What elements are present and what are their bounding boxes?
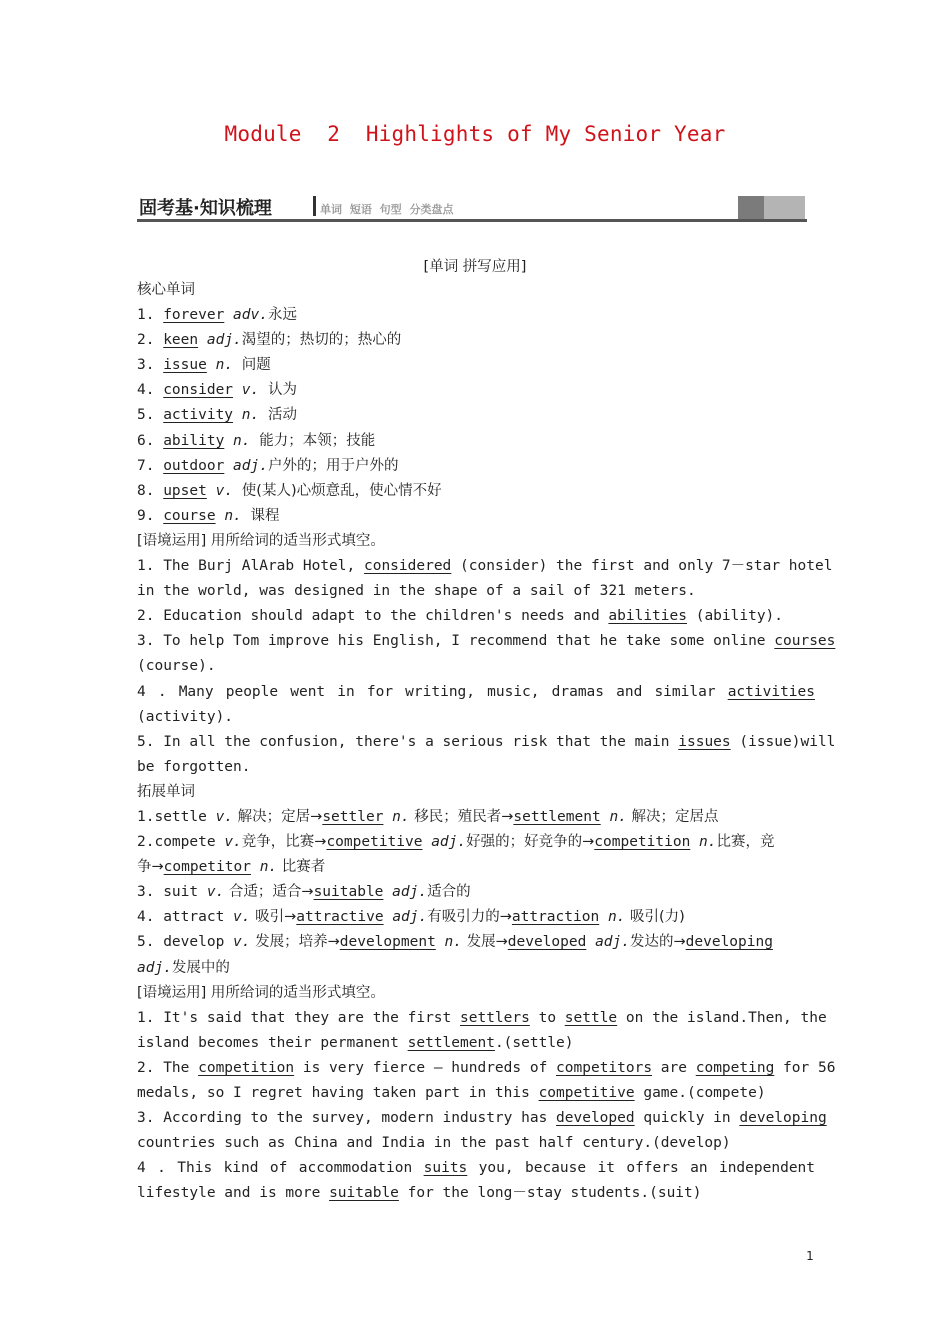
exercise-line: 3. To help Tom improve his English, I recommend that he take some online courses xyxy=(137,633,836,650)
banner-title: 固考基·知识梳理 xyxy=(139,198,272,219)
practice-label: [语境运用] 用所给词的适当形式填空。 xyxy=(137,532,385,549)
word-family-line: 5. develop v. 发展；培养→development n. 发展→developed adj.发达的→developing xyxy=(137,934,773,951)
vocab-item: 9. course n. 课程 xyxy=(137,507,280,524)
exercise-line: 2. The competition is very fierce — hundreds of competitors are competing for 56 xyxy=(137,1059,836,1076)
exercise-line: 4 . This kind of accommodation suits you, because it offers an independent xyxy=(137,1160,816,1177)
exercise-line: 1. It's said that they are the first settlers to settle on the island.Then, the xyxy=(137,1009,827,1026)
exercise-line: 2. Education should adapt to the children's needs and abilities (ability). xyxy=(137,608,784,625)
exercise-line: be forgotten. xyxy=(137,758,251,775)
word-family-line: 3. suit v. 合适；适合→suitable adj.适合的 xyxy=(137,884,471,901)
exercise-line: 3. According to the survey, modern industry has developed quickly in developing xyxy=(137,1110,827,1127)
vocab-item: 6. ability n. 能力；本领；技能 xyxy=(137,432,376,449)
banner-rule xyxy=(137,219,807,222)
section-heading: [单词 拼写应用] xyxy=(423,259,527,275)
exercise-line: medals, so I regret having taken part in this competitive game.(compete) xyxy=(137,1085,766,1101)
exercise-line: countries such as China and India in the past half century.(develop) xyxy=(137,1135,731,1152)
word-family-line: 1.settle v. 解决；定居→settler n. 移民；殖民者→settlement n. 解决；定居点 xyxy=(137,808,719,825)
exercise-line: 4 . Many people went in for writing, music, dramas and similar activities xyxy=(137,683,815,700)
vocab-item: 7. outdoor adj.户外的；用于户外的 xyxy=(137,457,399,474)
vocab-item: 2. keen adj.渴望的；热切的；热心的 xyxy=(137,332,402,349)
word-family-line: 争→competitor n. 比赛者 xyxy=(137,859,326,876)
exercise-line: in the world, was designed in the shape of a sail of 321 meters. xyxy=(137,583,696,600)
exercise-line: (course). xyxy=(137,658,216,675)
exercise-line: island becomes their permanent settlement.(settle) xyxy=(137,1034,574,1051)
vocab-item: 8. upset v. 使(某人)心烦意乱，使心情不好 xyxy=(137,482,442,499)
vocab-item: 4. consider v. 认为 xyxy=(137,382,297,399)
page-number: 1 xyxy=(806,1249,814,1263)
word-family-line: adj.发展中的 xyxy=(137,959,230,976)
word-family-line: 4. attract v. 吸引→attractive adj.有吸引力的→attraction n. 吸引(力) xyxy=(137,909,685,926)
vocab-item: 3. issue n. 问题 xyxy=(137,357,271,374)
exercise-line: lifestyle and is more suitable for the long－stay students.(suit) xyxy=(137,1185,702,1202)
vocab-item: 1. forever adv.永远 xyxy=(137,307,297,324)
exercise-line: 5. In all the confusion, there's a serious risk that the main issues (issue)will xyxy=(137,733,836,750)
expand-heading: 拓展单词 xyxy=(137,783,195,800)
exercise-line: 1. The Burj AlArab Hotel, considered (consider) the first and only 7－star hotel xyxy=(137,558,833,575)
practice-label: [语境运用] 用所给词的适当形式填空。 xyxy=(137,984,385,1001)
page-title: Module 2 Highlights of My Senior Year xyxy=(224,122,726,146)
core-heading: 核心单词 xyxy=(137,282,195,298)
exercise-line: (activity). xyxy=(137,708,234,725)
banner-divider xyxy=(313,196,316,216)
section-banner xyxy=(137,194,807,224)
vocab-item: 5. activity n. 活动 xyxy=(137,407,297,424)
banner-block-dark xyxy=(738,196,764,219)
banner-subtitle: 单词 短语 句型 分类盘点 xyxy=(320,203,454,216)
document-body xyxy=(137,278,836,1206)
banner-block-light xyxy=(764,196,805,219)
word-family-line: 2.compete v.竞争，比赛→competitive adj.好强的；好竞争的→competition n.比赛，竞 xyxy=(137,834,775,851)
